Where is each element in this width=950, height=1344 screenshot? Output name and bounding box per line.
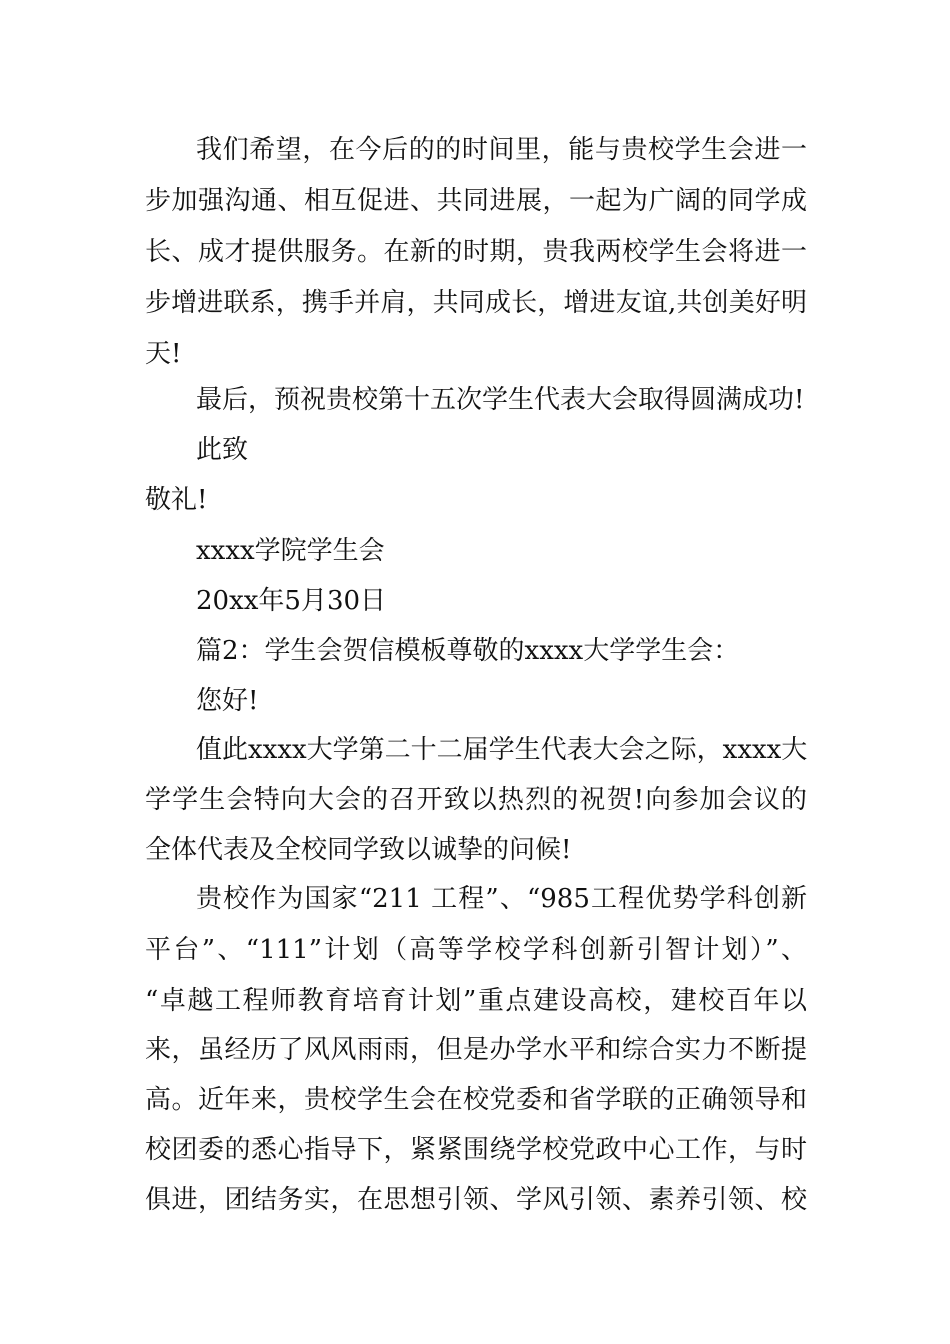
- section-heading: 篇2：学生会贺信模板尊敬的xxxx大学学生会：: [196, 636, 740, 666]
- salutation-ci-zhi: 此致: [196, 435, 249, 465]
- paragraph-line: 俱进，团结务实，在思想引领、学风引领、素养引领、校: [145, 1185, 807, 1215]
- paragraph-line: 步增进联系，携手并肩，共同成长，增进友谊,共创美好明: [145, 288, 807, 318]
- paragraph-line: 步加强沟通、相互促进、共同进展，一起为广阔的同学成: [145, 186, 807, 216]
- paragraph-line: 长、成才提供服务。在新的时期，贵我两校学生会将进一: [145, 237, 807, 267]
- paragraph-line: 贵校作为国家“211 工程”、“985工程优势学科创新: [196, 884, 807, 914]
- paragraph-line: 平台”、“111”计划（高等学校学科创新引智计划）”、: [145, 935, 807, 965]
- paragraph-line: 来，虽经历了风风雨雨，但是办学水平和综合实力不断提: [145, 1035, 807, 1065]
- greeting: 您好!: [196, 686, 259, 716]
- paragraph-line: 值此xxxx大学第二十二届学生代表大会之际，xxxx大: [196, 735, 808, 765]
- paragraph-line: 全体代表及全校同学致以诚挚的问候!: [145, 835, 572, 865]
- paragraph-line: 天!: [145, 339, 182, 369]
- paragraph-line: 学学生会特向大会的召开致以热烈的祝贺!向参加会议的: [145, 785, 807, 815]
- paragraph-line: “卓越工程师教育培育计划”重点建设高校，建校百年以: [145, 986, 807, 1016]
- signature-date: 20xx年5月30日: [196, 586, 387, 616]
- paragraph-line: 高。近年来，贵校学生会在校党委和省学联的正确领导和: [145, 1085, 807, 1115]
- paragraph-line: 我们希望，在今后的的时间里，能与贵校学生会进一: [196, 135, 807, 165]
- closing-wish: 最后，预祝贵校第十五次学生代表大会取得圆满成功!: [196, 385, 805, 415]
- signature-org: xxxx学院学生会: [196, 536, 385, 566]
- paragraph-line: 校团委的悉心指导下，紧紧围绕学校党政中心工作，与时: [145, 1135, 807, 1165]
- salutation-jing-li: 敬礼!: [145, 485, 208, 515]
